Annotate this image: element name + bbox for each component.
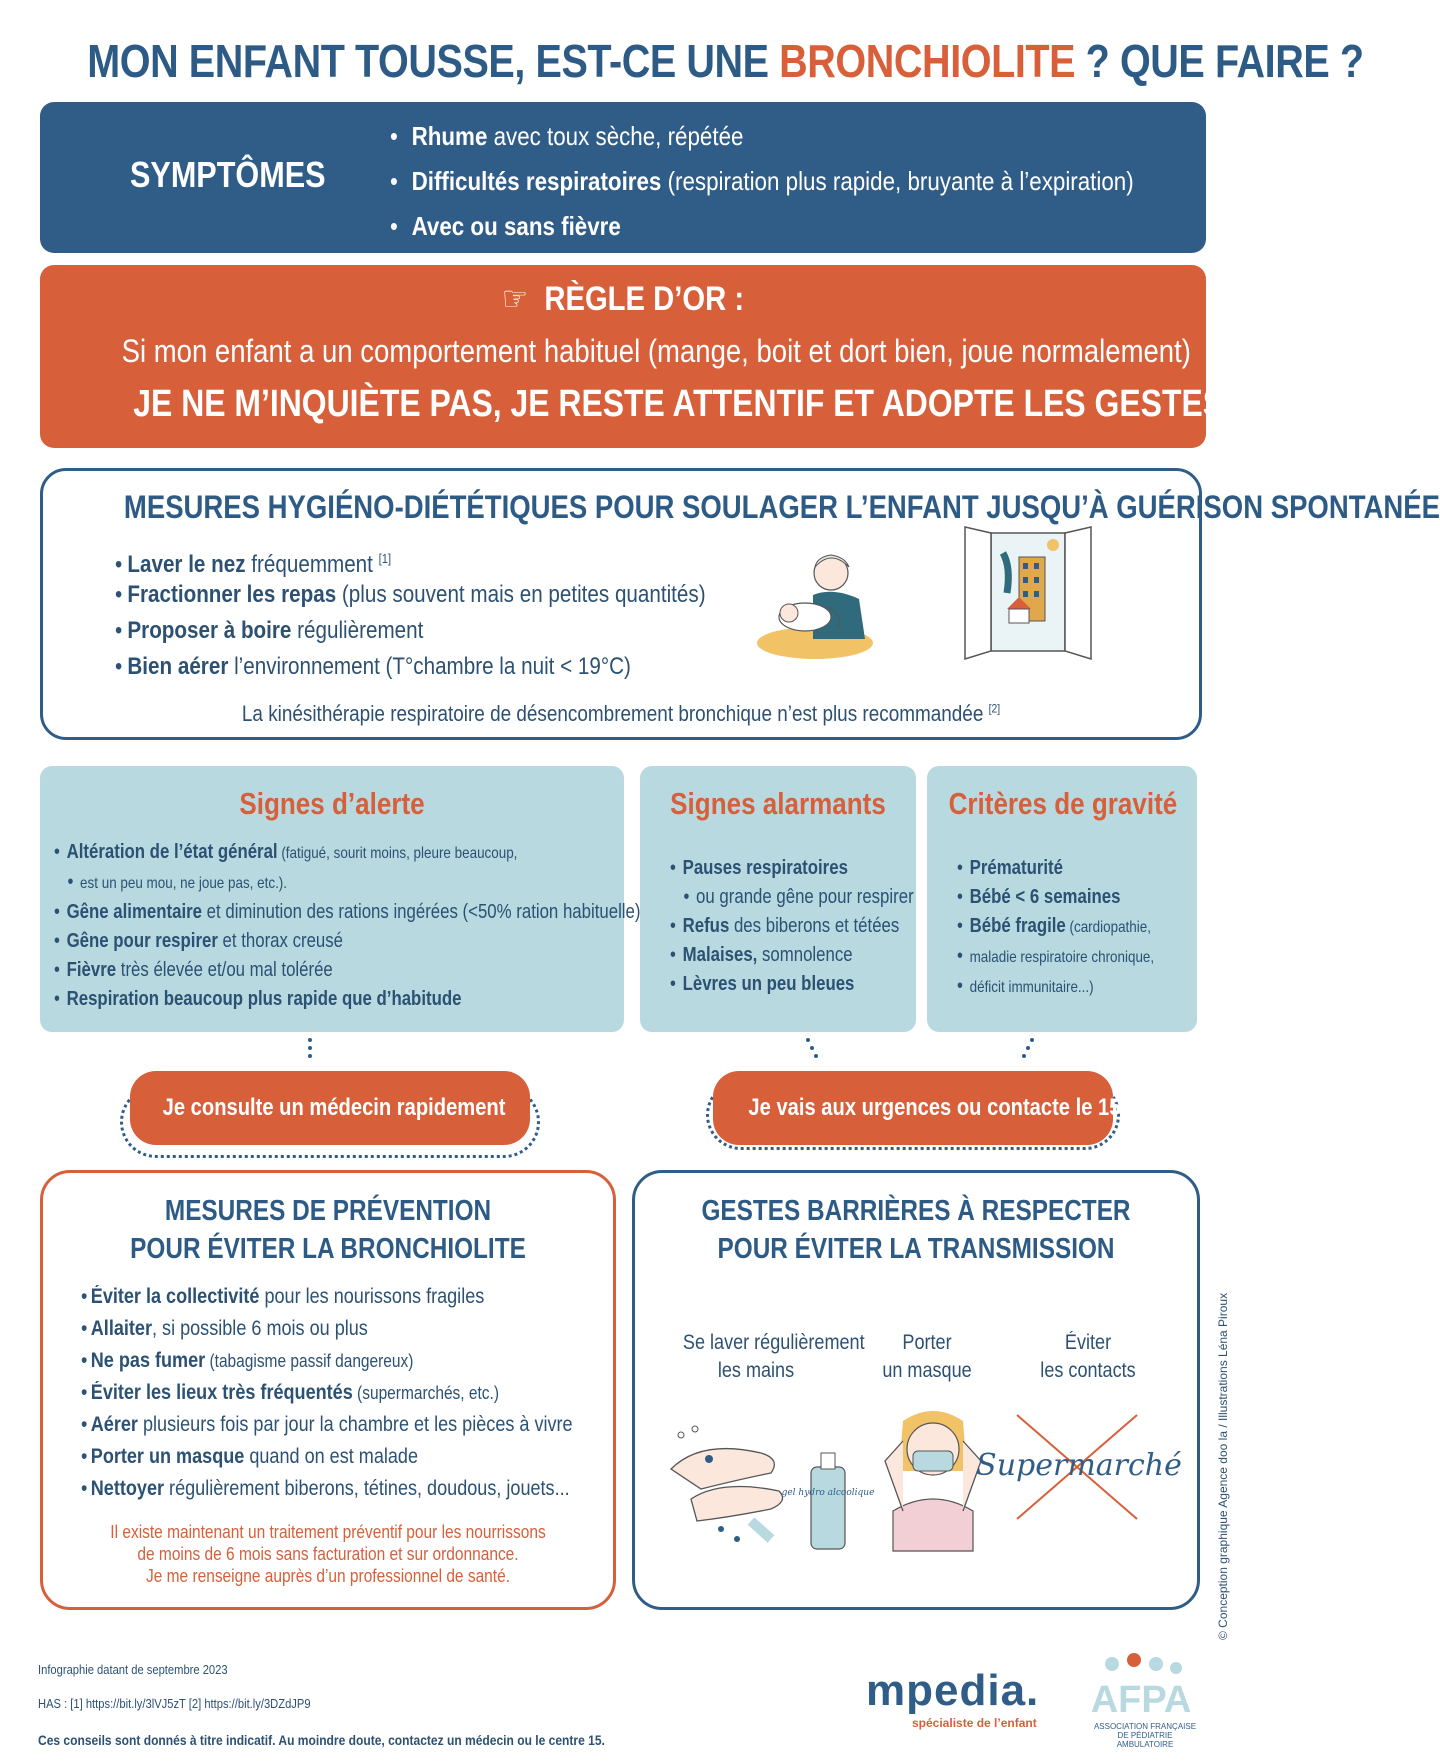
caption-line: un masque xyxy=(882,1359,972,1382)
item-bold: Gêne alimentaire xyxy=(66,901,203,923)
list-item xyxy=(115,541,706,577)
list-item xyxy=(390,114,1134,159)
action-text: Je vais aux urgences ou contacte le 15 xyxy=(748,1094,1121,1121)
item-text: maladie respiratoire chronique, xyxy=(969,949,1155,966)
list-item xyxy=(54,956,640,985)
item-text: régulièrement xyxy=(291,617,424,644)
handwashing-caption xyxy=(682,1329,865,1385)
item-text: (supermarchés, etc.) xyxy=(352,1383,500,1403)
mask-caption xyxy=(875,1329,978,1385)
mpedia-tagline: spécialiste de l’enfant xyxy=(912,1716,1037,1730)
afpa-caption-line: DE PÉDIATRIE AMBULATOIRE xyxy=(1116,1731,1174,1749)
item-bold: Gêne pour respirer xyxy=(66,930,218,952)
title-part-1: MON ENFANT TOUSSE, EST-CE UNE xyxy=(87,35,780,87)
list-item xyxy=(957,883,1154,912)
list-item-continuation xyxy=(54,868,640,898)
list-item xyxy=(81,1313,573,1345)
item-bold: Bien aérer xyxy=(127,653,229,680)
item-bold: Respiration beaucoup plus rapide que d’habitude xyxy=(66,988,462,1010)
item-text: et diminution des rations ingérées (<50% ration habituelle) xyxy=(202,901,641,923)
item-text: (plus souvent mais en petites quantités) xyxy=(336,581,706,608)
emergency-action xyxy=(713,1071,1121,1145)
item-bold: Nettoyer xyxy=(90,1477,165,1500)
footer-disclaimer: Ces conseils sont donnés à titre indicatif. Au moindre doute, contactez un médecin ou le centre 15. xyxy=(38,1732,605,1748)
item-text: déficit immunitaire...) xyxy=(969,979,1094,996)
credit-vertical xyxy=(1216,1220,1240,1640)
footer-references: HAS : [1] https://bit.ly/3lVJ5zT [2] https://bit.ly/3DZdJP9 xyxy=(38,1696,311,1711)
item-bold: Porter un masque xyxy=(90,1445,245,1468)
hygiene-list xyxy=(115,541,802,685)
hygiene-title: MESURES HYGIÉNO-DIÉTÉTIQUES POUR SOULAGER L’ENFANT JUSQU’À GUÉRISON SPONTANÉE xyxy=(123,489,1440,525)
barrier-title-2: POUR ÉVITER LA TRANSMISSION xyxy=(717,1233,1115,1265)
list-item-continuation xyxy=(957,942,1154,972)
item-text: (fatigué, sourit moins, pleure beaucoup, xyxy=(277,845,518,862)
list-item xyxy=(81,1409,573,1441)
handwashing-illustration xyxy=(661,1409,875,1559)
item-bold: Aérer xyxy=(90,1413,138,1436)
caption-line: Éviter xyxy=(1064,1331,1112,1354)
item-bold: Bébé fragile xyxy=(969,915,1066,937)
pointing-hand-icon: ☞ xyxy=(501,280,529,318)
dotted-connector xyxy=(300,1034,320,1064)
item-text: quand on est malade xyxy=(244,1445,419,1468)
avoid-contacts-caption xyxy=(1032,1329,1144,1385)
barrier-title-1: GESTES BARRIÈRES À RESPECTER xyxy=(701,1195,1131,1227)
kine-text: La kinésithérapie respiratoire de désencombrement bronchique n’est plus recommandée xyxy=(241,701,984,726)
item-bold: Avec ou sans fièvre xyxy=(411,211,621,241)
list-item-continuation xyxy=(957,972,1154,1002)
title-highlight: BRONCHIOLITE xyxy=(779,35,1076,87)
list-item xyxy=(54,838,640,868)
mpedia-logo: mpedia. xyxy=(866,1666,1040,1715)
page-title xyxy=(87,34,1364,88)
dotted-connector xyxy=(800,1034,830,1064)
prevention-panel xyxy=(40,1170,616,1610)
crossed-supermarket-illustration xyxy=(976,1409,1182,1529)
item-text: est un peu mou, ne joue pas, etc.). xyxy=(80,875,288,892)
list-item xyxy=(54,985,640,1014)
item-bold: Fractionner les repas xyxy=(127,581,337,608)
golden-rule-line-1: Si mon enfant a un comportement habituel (mange, boit et dort bien, joue normalement) xyxy=(121,333,1191,369)
item-bold: Allaiter xyxy=(90,1317,153,1340)
prevention-list xyxy=(81,1281,653,1505)
action-text: Je consulte un médecin rapidement xyxy=(162,1094,506,1121)
item-bold: Pauses respiratoires xyxy=(682,857,848,879)
list-item xyxy=(115,577,706,613)
golden-rule-line-2: JE NE M’INQUIÈTE PAS, JE RESTE ATTENTIF ET ADOPTE LES GESTES SUIVANTS xyxy=(133,383,1392,425)
item-bold: Refus xyxy=(682,915,730,937)
item-bold: Éviter les lieux très fréquentés xyxy=(90,1381,353,1404)
open-window-illustration xyxy=(963,523,1093,663)
rule-title-text: RÈGLE D’OR : xyxy=(544,280,745,318)
severity-criteria-list xyxy=(957,854,1192,1002)
severity-criteria-panel xyxy=(927,766,1197,1032)
afpa-logo xyxy=(1090,1650,1192,1721)
item-text: plusieurs fois par jour la chambre et les pièces à vivre xyxy=(137,1413,573,1436)
list-item xyxy=(81,1473,573,1505)
kinesitherapy-note xyxy=(124,701,1118,727)
item-text: ou grande gêne pour respirer xyxy=(696,886,914,908)
item-bold: Rhume xyxy=(411,121,488,151)
item-text: (respiration plus rapide, bruyante à l’expiration) xyxy=(661,166,1134,196)
list-item xyxy=(670,854,914,883)
dotted-connector xyxy=(1010,1034,1040,1064)
note-line: de moins de 6 mois sans facturation et sur ordonnance. xyxy=(137,1544,519,1564)
list-item xyxy=(670,941,914,970)
list-item xyxy=(115,613,706,649)
golden-rule-panel xyxy=(40,265,1392,448)
list-item xyxy=(81,1281,573,1313)
preventive-treatment-note xyxy=(83,1521,573,1587)
item-text: , si possible 6 mois ou plus xyxy=(152,1317,368,1340)
caption-line: les contacts xyxy=(1040,1359,1136,1382)
symptoms-label: SYMPTÔMES xyxy=(130,154,326,195)
reference-mark: [2] xyxy=(988,701,1001,716)
footer-date: Infographie datant de septembre 2023 xyxy=(38,1662,228,1677)
list-item xyxy=(957,912,1154,942)
title-part-2: ? QUE FAIRE ? xyxy=(1075,35,1364,87)
afpa-logo-text: AFPA xyxy=(1090,1679,1192,1721)
afpa-caption-line: ASSOCIATION FRANÇAISE xyxy=(1093,1722,1197,1731)
list-item xyxy=(54,927,640,956)
item-text: (tabagisme passif dangereux) xyxy=(205,1351,414,1371)
item-text: (cardiopathie, xyxy=(1065,919,1151,936)
caption-line: Porter xyxy=(902,1331,952,1354)
item-bold: Laver le nez xyxy=(127,551,246,578)
item-text: l’environnement (T°chambre la nuit < 19°C) xyxy=(228,653,631,680)
alarming-signs-panel xyxy=(640,766,916,1032)
golden-rule-title xyxy=(122,279,1125,319)
barrier-gestures-panel xyxy=(632,1170,1200,1610)
item-text: régulièrement biberons, tétines, doudous, jouets... xyxy=(164,1477,570,1500)
severity-criteria-title: Critères de gravité xyxy=(948,786,1178,821)
alarming-signs-list xyxy=(670,854,960,999)
item-bold: Difficultés respiratoires xyxy=(411,166,662,196)
afpa-caption xyxy=(1090,1722,1200,1749)
symptoms-panel xyxy=(40,102,1206,253)
list-item xyxy=(670,970,914,999)
item-text: des biberons et tétées xyxy=(729,915,900,937)
prevention-title-1: MESURES DE PRÉVENTION xyxy=(164,1195,492,1227)
list-item xyxy=(54,898,640,927)
item-text: fréquemment xyxy=(245,551,373,578)
item-bold: Ne pas fumer xyxy=(90,1349,206,1372)
item-text: pour les nourissons fragiles xyxy=(259,1285,485,1308)
credit-text: © Conception graphique Agence doo la / Illustrations Léna Piroux xyxy=(1216,1292,1230,1640)
item-text: avec toux sèche, répétée xyxy=(487,121,744,151)
list-item xyxy=(81,1377,573,1409)
symptoms-list xyxy=(390,114,1255,249)
list-item xyxy=(81,1441,573,1473)
alarming-signs-title: Signes alarmants xyxy=(670,786,886,821)
list-item xyxy=(115,649,706,685)
caption-line: Se laver régulièrement xyxy=(682,1331,865,1354)
reference-mark: [1] xyxy=(378,551,392,566)
item-bold: Altération de l’état général xyxy=(66,841,278,863)
note-line: Il existe maintenant un traitement préventif pour les nourrissons xyxy=(110,1522,546,1542)
alert-signs-panel xyxy=(40,766,641,1032)
breastfeeding-illustration xyxy=(753,543,903,663)
item-text: somnolence xyxy=(757,944,853,966)
caption-line: les mains xyxy=(717,1359,795,1382)
list-item xyxy=(957,854,1154,883)
list-item xyxy=(390,204,1134,249)
item-bold: Bébé < 6 semaines xyxy=(969,886,1121,908)
item-bold: Proposer à boire xyxy=(127,617,292,644)
item-bold: Lèvres un peu bleues xyxy=(682,973,855,995)
gel-bottle-label: gel hydro alcoolique xyxy=(781,1488,875,1498)
note-line: Je me renseigne auprès d’un professionnel de santé. xyxy=(145,1566,511,1586)
item-bold: Prématurité xyxy=(969,857,1063,879)
item-text: très élevée et/ou mal tolérée xyxy=(116,959,333,981)
list-item-continuation xyxy=(670,883,914,912)
consult-doctor-action xyxy=(130,1071,530,1145)
list-item xyxy=(81,1345,573,1377)
item-bold: Éviter la collectivité xyxy=(90,1285,260,1308)
prevention-title-2: POUR ÉVITER LA BRONCHIOLITE xyxy=(130,1233,526,1265)
item-text: et thorax creusé xyxy=(217,930,343,952)
hygiene-panel xyxy=(40,468,1440,740)
list-item xyxy=(670,912,914,941)
alert-signs-title: Signes d’alerte xyxy=(239,786,425,821)
supermarket-sign: Supermarché xyxy=(976,1448,1182,1483)
list-item xyxy=(390,159,1134,204)
item-bold: Fièvre xyxy=(66,959,117,981)
item-bold: Malaises, xyxy=(682,944,758,966)
